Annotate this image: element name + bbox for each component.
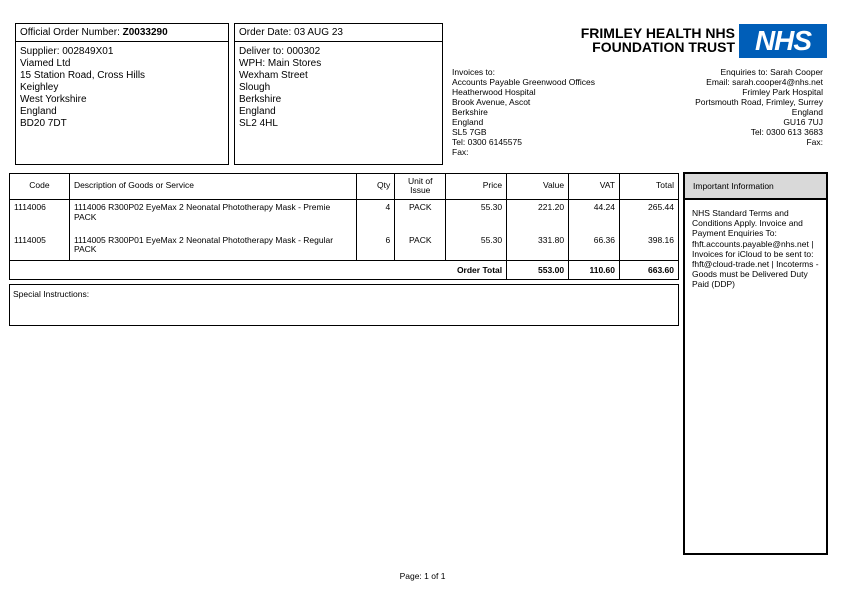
trust-name-line: FRIMLEY HEALTH NHS <box>580 25 735 41</box>
order-total-row <box>10 261 679 280</box>
delivery-line: Wexham Street <box>239 70 308 81</box>
invoices-line: Invoices to: <box>452 67 495 77</box>
cell-vat: 44.24 <box>569 200 620 233</box>
cell-vat: 66.36 <box>569 233 620 261</box>
supplier-line: Keighley <box>20 82 59 93</box>
col-header-code: Code <box>10 173 70 200</box>
col-header-description: Description of Goods or Service <box>69 173 356 200</box>
cell-price: 55.30 <box>446 200 507 233</box>
enquiries-line: Fax: <box>806 137 823 147</box>
table-row <box>10 200 679 233</box>
delivery-line: SL2 4HL <box>239 118 278 129</box>
supplier-line: Viamed Ltd <box>20 58 71 69</box>
special-instructions-box <box>9 284 679 326</box>
col-header-price: Price <box>446 173 507 200</box>
trust-name-line: FOUNDATION TRUST <box>592 38 735 55</box>
important-information-panel <box>683 172 828 555</box>
enquiries-line: Frimley Park Hospital <box>742 87 823 97</box>
order-number-box <box>15 23 229 165</box>
order-date-box <box>234 23 443 165</box>
delivery-line: Deliver to: 000302 <box>239 46 321 57</box>
cell-unit: PACK <box>395 200 446 233</box>
table-row <box>10 233 679 261</box>
supplier-address <box>20 46 145 130</box>
cell-value: 221.20 <box>507 200 569 233</box>
order-number-value: Z0033290 <box>122 27 168 38</box>
cell-price: 55.30 <box>446 233 507 261</box>
special-instructions-label: Special Instructions: <box>13 289 90 299</box>
supplier-line: 15 Station Road, Cross Hills <box>20 70 146 81</box>
invoices-line: Accounts Payable Greenwood Offices <box>452 77 596 87</box>
delivery-line: Berkshire <box>239 94 282 105</box>
cell-total: 398.16 <box>620 233 679 261</box>
invoices-line: SL5 7GB <box>452 127 487 137</box>
col-header-unit: Unit of Issue <box>395 173 446 200</box>
supplier-line: West Yorkshire <box>20 94 87 105</box>
trust-name <box>581 27 735 54</box>
table-header-row <box>10 173 679 200</box>
cell-description: 1114005 R300P01 EyeMax 2 Neonatal Phototherapy Mask - Regular PACK <box>69 233 356 261</box>
order-total-value: 553.00 <box>507 261 569 280</box>
cell-unit: PACK <box>395 233 446 261</box>
enquiries-line: England <box>791 107 823 117</box>
delivery-line: England <box>239 106 276 117</box>
col-header-value: Value <box>507 173 569 200</box>
col-header-total: Total <box>620 173 679 200</box>
order-number-label: Official Order Number: <box>20 27 120 38</box>
supplier-line: BD20 7DT <box>20 118 67 129</box>
nhs-logo: NHS <box>739 24 827 58</box>
invoices-address <box>452 67 595 157</box>
enquiries-address <box>695 67 823 147</box>
order-total-vat: 110.60 <box>569 261 620 280</box>
enquiries-line: Portsmouth Road, Frimley, Surrey <box>695 97 823 107</box>
items-table <box>9 173 679 280</box>
order-date: Order Date: 03 AUG 23 <box>239 27 343 38</box>
enquiries-line: Email: sarah.cooper4@nhs.net <box>706 77 823 87</box>
delivery-line: Slough <box>239 82 271 93</box>
enquiries-line: Tel: 0300 613 3683 <box>750 127 823 137</box>
invoices-line: Heatherwood Hospital <box>452 87 536 97</box>
supplier-line: England <box>20 106 57 117</box>
delivery-line: WPH: Main Stores <box>239 58 322 69</box>
invoices-line: Berkshire <box>452 107 488 117</box>
invoices-line: Fax: <box>452 147 469 157</box>
important-information-title: Important Information <box>685 174 826 200</box>
col-header-qty: Qty <box>357 173 395 200</box>
order-number <box>20 27 168 39</box>
cell-value: 331.80 <box>507 233 569 261</box>
invoices-line: Brook Avenue, Ascot <box>452 97 531 107</box>
cell-qty: 4 <box>357 200 395 233</box>
order-total-total: 663.60 <box>620 261 679 280</box>
page-number: Page: 1 of 1 <box>399 571 446 581</box>
cell-code: 1114006 <box>10 200 70 233</box>
enquiries-line: Enquiries to: Sarah Cooper <box>720 67 823 77</box>
order-total-label: Order Total <box>10 261 507 280</box>
cell-description: 1114006 R300P02 EyeMax 2 Neonatal Phototherapy Mask - Premie PACK <box>69 200 356 233</box>
cell-qty: 6 <box>357 233 395 261</box>
supplier-line: Supplier: 002849X01 <box>20 46 114 57</box>
col-header-vat: VAT <box>569 173 620 200</box>
enquiries-line: GU16 7UJ <box>783 117 823 127</box>
invoices-line: Tel: 0300 6145575 <box>452 137 522 147</box>
cell-total: 265.44 <box>620 200 679 233</box>
cell-code: 1114005 <box>10 233 70 261</box>
invoices-line: England <box>452 117 484 127</box>
important-information-body: NHS Standard Terms and Conditions Apply. Invoice and Payment Enquiries To: fhft.accounts.payable@nhs.net | Invoices for iCloud to be sent to: fhft@cloud-trade.net | Incoterms - Goods must be Delivered Duty Paid (DDP) <box>692 208 819 290</box>
delivery-address <box>239 46 321 130</box>
